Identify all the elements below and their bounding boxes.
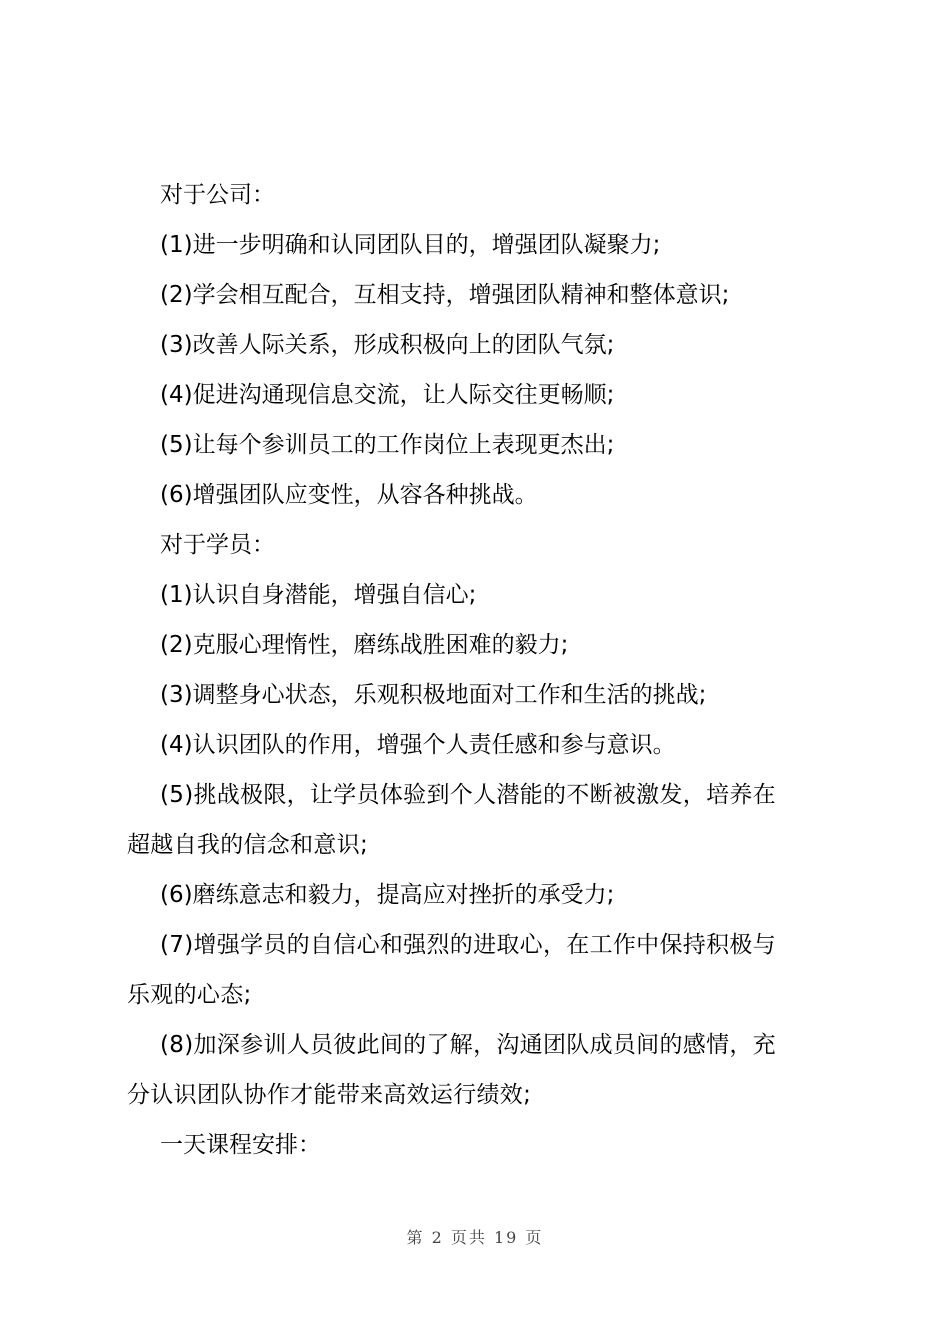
- company-item-6: (6)增强团队应变性，从容各种挑战。: [160, 482, 538, 508]
- trainee-item-4: (4)认识团队的作用，增强个人责任感和参与意识。: [160, 732, 676, 758]
- company-item-1: (1)进一步明确和认同团队目的，增强团队凝聚力;: [160, 232, 661, 258]
- trainee-item-8-line1: (8)加深参训人员彼此间的了解，沟通团队成员间的感情，充: [160, 1032, 776, 1058]
- trainee-item-8: [127, 1020, 847, 1120]
- trainee-item-3: (3)调整身心状态，乐观积极地面对工作和生活的挑战;: [160, 682, 707, 708]
- trainee-item-7: [127, 920, 847, 1020]
- document-body: [127, 170, 847, 1170]
- heading-trainee: 对于学员：: [160, 532, 275, 558]
- trainee-item-2: (2)克服心理惰性，磨练战胜困难的毅力;: [160, 632, 569, 658]
- trainee-item-8-line2: 分认识团队协作才能带来高效运行绩效;: [127, 1082, 532, 1108]
- trainee-item-5: [127, 770, 847, 870]
- heading-schedule: 一天课程安排：: [160, 1132, 321, 1158]
- company-item-3: (3)改善人际关系，形成积极向上的团队气氛;: [160, 332, 615, 358]
- company-item-5: (5)让每个参训员工的工作岗位上表现更杰出;: [160, 432, 615, 458]
- trainee-item-7-line1: (7)增强学员的自信心和强烈的进取心，在工作中保持积极与: [160, 932, 776, 958]
- trainee-item-7-line2: 乐观的心态;: [127, 982, 252, 1008]
- trainee-item-6: (6)磨练意志和毅力，提高应对挫折的承受力;: [160, 882, 615, 908]
- trainee-item-5-line1: (5)挑战极限，让学员体验到个人潜能的不断被激发，培养在: [160, 782, 776, 808]
- heading-company: 对于公司：: [160, 182, 275, 208]
- company-item-4: (4)促进沟通现信息交流，让人际交往更畅顺;: [160, 382, 615, 408]
- trainee-item-5-line2: 超越自我的信念和意识;: [127, 832, 369, 858]
- company-item-2: (2)学会相互配合，互相支持，增强团队精神和整体意识;: [160, 282, 730, 308]
- page-number: 第 2 页共 19 页: [406, 1228, 544, 1247]
- trainee-item-1: (1)认识自身潜能，增强自信心;: [160, 582, 477, 608]
